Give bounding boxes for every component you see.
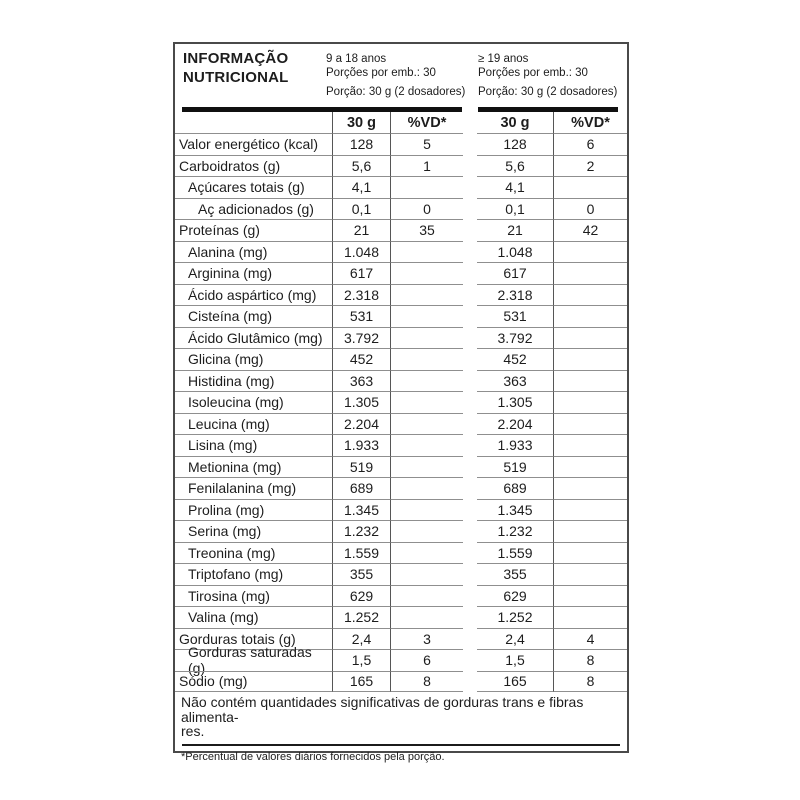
row-label: Leucina (mg) [175,413,332,435]
column-gap [463,542,477,564]
column-gap [463,606,477,628]
dv-9-18-cell [390,499,463,521]
column-gap [463,413,477,435]
amount-19-cell: 4,1 [477,176,553,198]
table-row [175,585,627,607]
amount-9-18-cell: 5,6 [332,155,390,177]
amount-19-cell: 355 [477,563,553,585]
column-header-dv-9-18: %VD* [390,112,463,133]
amount-19-cell: 617 [477,262,553,284]
dv-19-cell: 8 [553,649,627,671]
dv-9-18-cell [390,563,463,585]
dv-9-18-cell [390,585,463,607]
table-row [175,176,627,198]
table-row [175,327,627,349]
table-row [175,348,627,370]
amount-19-cell: 1.305 [477,391,553,413]
amount-9-18-cell: 531 [332,305,390,327]
dv-19-cell [553,563,627,585]
age-group-2-servings: Porções por emb.: 30 [478,67,588,79]
amount-9-18-cell: 1.933 [332,434,390,456]
column-gap [463,649,477,671]
row-label: Ácido Glutâmico (mg) [175,327,332,349]
dv-9-18-cell [390,305,463,327]
dv-19-cell [553,434,627,456]
dv-9-18-cell [390,348,463,370]
table-row [175,155,627,177]
dv-9-18-cell: 5 [390,133,463,155]
table-rows [175,133,627,692]
age-group-2-label: ≥ 19 anos [478,53,529,65]
age-group-1-servings: Porções por emb.: 30 [326,67,436,79]
column-gap [463,241,477,263]
amount-9-18-cell: 689 [332,477,390,499]
dv-9-18-cell [390,327,463,349]
row-label: Lisina (mg) [175,434,332,456]
column-gap [463,370,477,392]
table-row [175,262,627,284]
dv-9-18-cell [390,413,463,435]
column-gap [463,284,477,306]
amount-19-cell: 1.252 [477,606,553,628]
amount-19-cell: 1.345 [477,499,553,521]
dv-19-cell: 8 [553,671,627,693]
dv-19-cell [553,585,627,607]
table-row [175,219,627,241]
column-gap [463,456,477,478]
table-row [175,370,627,392]
amount-19-cell: 2.318 [477,284,553,306]
amount-19-cell: 452 [477,348,553,370]
dv-9-18-cell [390,370,463,392]
dv-19-cell [553,176,627,198]
table-row [175,391,627,413]
dv-9-18-cell [390,456,463,478]
dv-19-cell [553,606,627,628]
table-row [175,606,627,628]
dv-19-cell [553,413,627,435]
amount-9-18-cell: 617 [332,262,390,284]
amount-19-cell: 1.933 [477,434,553,456]
dv-9-18-cell [390,262,463,284]
amount-9-18-cell: 4,1 [332,176,390,198]
amount-9-18-cell: 519 [332,456,390,478]
dv-9-18-cell [390,241,463,263]
row-label: Gorduras totais (g) [175,628,332,650]
dv-9-18-cell [390,284,463,306]
row-label: Alanina (mg) [175,241,332,263]
dv-19-cell: 6 [553,133,627,155]
amount-19-cell: 629 [477,585,553,607]
row-label: Triptofano (mg) [175,563,332,585]
column-header-dv-19: %VD* [553,112,627,133]
amount-19-cell: 1.559 [477,542,553,564]
row-label: Ácido aspártico (mg) [175,284,332,306]
dv-19-cell [553,241,627,263]
dv-19-cell: 0 [553,198,627,220]
amount-9-18-cell: 363 [332,370,390,392]
dv-9-18-cell [390,176,463,198]
column-gap [463,262,477,284]
dv-19-cell [553,542,627,564]
dv-19-cell [553,370,627,392]
amount-9-18-cell: 355 [332,563,390,585]
column-header-amount-9-18: 30 g [332,112,390,133]
amount-9-18-cell: 0,1 [332,198,390,220]
dv-19-cell [553,391,627,413]
age-group-1-label: 9 a 18 anos [326,53,387,65]
table-row [175,520,627,542]
amount-19-cell: 128 [477,133,553,155]
daily-value-footnote: *Percentual de valores diários fornecidos pela porção. [181,750,445,763]
amount-9-18-cell: 1.305 [332,391,390,413]
amount-9-18-cell: 2,4 [332,628,390,650]
column-gap [463,155,477,177]
amount-19-cell: 1.232 [477,520,553,542]
row-label: Cisteína (mg) [175,305,332,327]
row-label: Histidina (mg) [175,370,332,392]
table-row [175,477,627,499]
amount-9-18-cell: 21 [332,219,390,241]
amount-9-18-cell: 2.318 [332,284,390,306]
age-group-2-portion: Porção: 30 g (2 dosadores) [478,86,618,98]
column-gap [463,563,477,585]
amount-9-18-cell: 3.792 [332,327,390,349]
nutrition-facts-panel [173,42,629,763]
column-gap [463,348,477,370]
column-gap [463,520,477,542]
row-label: Serina (mg) [175,520,332,542]
table-row [175,434,627,456]
dv-19-cell [553,327,627,349]
row-label: Prolina (mg) [175,499,332,521]
dv-9-18-cell [390,542,463,564]
amount-9-18-cell: 1.048 [332,241,390,263]
amount-19-cell: 519 [477,456,553,478]
dv-9-18-cell [390,434,463,456]
dv-9-18-cell: 1 [390,155,463,177]
dv-19-cell [553,456,627,478]
table-header [175,44,627,107]
amount-19-cell: 363 [477,370,553,392]
dv-19-cell [553,284,627,306]
row-label: Fenilalanina (mg) [175,477,332,499]
dv-9-18-cell: 35 [390,219,463,241]
amount-19-cell: 531 [477,305,553,327]
amount-9-18-cell: 1,5 [332,649,390,671]
column-gap [463,327,477,349]
table-row [175,671,627,693]
column-gap [463,219,477,241]
amount-9-18-cell: 1.232 [332,520,390,542]
table-row [175,198,627,220]
row-label: Tirosina (mg) [175,585,332,607]
note-line-1: Não contém quantidades significativas de gorduras trans e fibras alimenta- [181,694,584,725]
row-label: Treonina (mg) [175,542,332,564]
amount-19-cell: 165 [477,671,553,693]
table-title: INFORMAÇÃO NUTRICIONAL [183,50,289,86]
dv-19-cell [553,520,627,542]
dv-19-cell: 4 [553,628,627,650]
age-group-1-portion: Porção: 30 g (2 dosadores) [326,86,466,98]
row-label: Glicina (mg) [175,348,332,370]
amount-19-cell: 2,4 [477,628,553,650]
amount-19-cell: 1.048 [477,241,553,263]
dv-9-18-cell: 8 [390,671,463,693]
table-row [175,644,627,677]
column-gap [463,477,477,499]
dv-19-cell [553,499,627,521]
table-row [175,133,627,155]
amount-19-cell: 5,6 [477,155,553,177]
dv-9-18-cell: 6 [390,649,463,671]
column-gap [463,176,477,198]
column-gap [463,133,477,155]
dv-19-cell: 42 [553,219,627,241]
table-row [175,563,627,585]
amount-19-cell: 0,1 [477,198,553,220]
dv-19-cell [553,262,627,284]
note-line-2: res. [181,723,205,739]
amount-19-cell: 21 [477,219,553,241]
amount-19-cell: 3.792 [477,327,553,349]
column-gap [463,434,477,456]
column-gap [463,499,477,521]
dv-9-18-cell [390,606,463,628]
dv-9-18-cell: 0 [390,198,463,220]
column-gap [463,112,477,133]
amount-9-18-cell: 128 [332,133,390,155]
row-label: Metionina (mg) [175,456,332,478]
table-row [175,305,627,327]
row-label: Proteínas (g) [175,219,332,241]
column-header-row [175,112,627,133]
dv-19-cell [553,305,627,327]
row-label: Aç adicionados (g) [175,198,332,220]
dv-9-18-cell: 3 [390,628,463,650]
amount-9-18-cell: 165 [332,671,390,693]
row-label: Gorduras saturadas (g) [175,649,332,671]
row-label: Açúcares totais (g) [175,176,332,198]
column-header-amount-19: 30 g [500,114,530,131]
table-row [175,241,627,263]
row-label: Valor energético (kcal) [175,133,332,155]
amount-9-18-cell: 629 [332,585,390,607]
column-gap [463,391,477,413]
table-row [175,284,627,306]
row-label: Sódio (mg) [175,671,332,693]
column-gap [463,305,477,327]
amount-19-cell: 1,5 [477,649,553,671]
amount-19-cell: 689 [477,477,553,499]
table-row [175,542,627,564]
age-group-1-header [326,52,465,99]
row-label: Isoleucina (mg) [175,391,332,413]
column-header-label-spacer [175,112,332,133]
row-label: Carboidratos (g) [175,155,332,177]
dv-19-cell: 2 [553,155,627,177]
amount-9-18-cell: 1.252 [332,606,390,628]
dv-9-18-cell [390,520,463,542]
column-gap [463,628,477,650]
amount-9-18-cell: 1.345 [332,499,390,521]
amount-9-18-cell: 2.204 [332,413,390,435]
dv-19-cell [553,477,627,499]
table-row [175,413,627,435]
amount-19-cell: 2.204 [477,413,553,435]
age-group-2-header [478,52,617,99]
amount-9-18-cell: 1.559 [332,542,390,564]
column-gap [463,585,477,607]
row-label: Valina (mg) [175,606,332,628]
dv-9-18-cell [390,477,463,499]
table-row [175,456,627,478]
no-significant-note [175,692,627,741]
column-gap [463,198,477,220]
dv-19-cell [553,348,627,370]
column-gap [463,671,477,693]
table-row [175,499,627,521]
amount-9-18-cell: 452 [332,348,390,370]
dv-9-18-cell [390,391,463,413]
row-label: Arginina (mg) [175,262,332,284]
